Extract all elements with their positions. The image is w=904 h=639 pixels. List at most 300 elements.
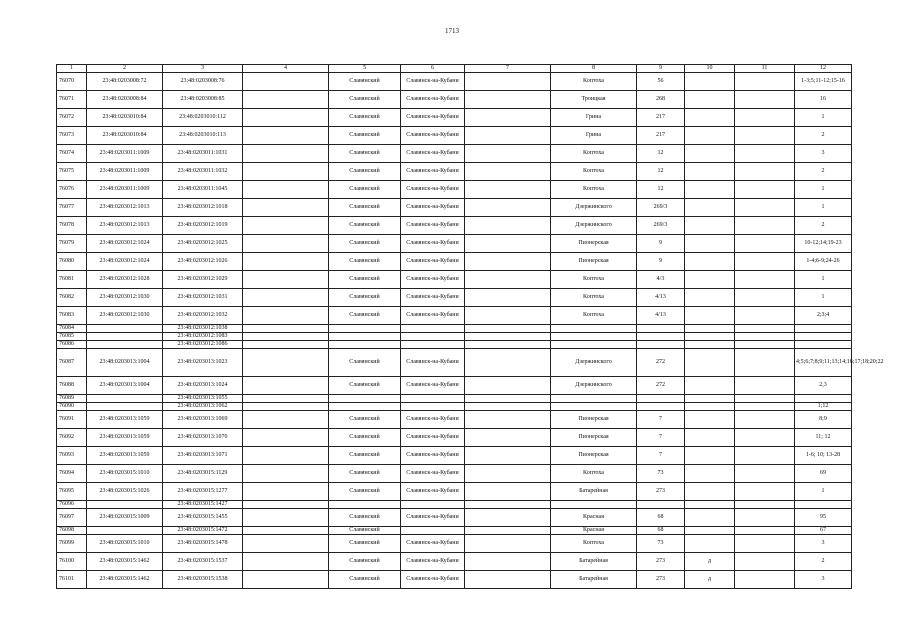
table-cell [735, 289, 795, 307]
table-cell: 23:48:0203010:112 [163, 109, 243, 127]
table-cell: д [685, 571, 735, 589]
table-row [57, 271, 852, 289]
column-header: 8 [551, 65, 637, 73]
table-cell: Пионерская [551, 411, 637, 429]
table-cell [795, 395, 852, 403]
table-cell [243, 235, 329, 253]
table-cell [735, 527, 795, 535]
table-cell: Пионерская [551, 253, 637, 271]
table-cell: 68 [637, 527, 685, 535]
table-cell [243, 307, 329, 325]
table-row [57, 109, 852, 127]
table-cell: Славянск-на-Кубани [401, 181, 465, 199]
table-cell [637, 395, 685, 403]
table-cell: 23:48:0203012:1019 [163, 217, 243, 235]
table-cell: 76088 [57, 377, 87, 395]
table-cell [465, 403, 551, 411]
table-cell: 23:48:0203013:1059 [87, 447, 163, 465]
table-cell [243, 271, 329, 289]
table-row [57, 447, 852, 465]
table-cell [243, 509, 329, 527]
table-cell: Славянск-на-Кубани [401, 307, 465, 325]
table-cell: Славянск-на-Кубани [401, 91, 465, 109]
table-cell: Троицкая [551, 91, 637, 109]
table-cell: 76080 [57, 253, 87, 271]
table-cell: 10-12;14;19-23 [795, 235, 852, 253]
table-row [57, 509, 852, 527]
table-cell: 23:48:0203015:1277 [163, 483, 243, 501]
table-cell: Славянский [329, 127, 401, 145]
table-cell: 95 [795, 509, 852, 527]
table-cell: Пионерская [551, 235, 637, 253]
table-cell: 23:48:0203015:1009 [87, 509, 163, 527]
table-cell: 23:48:0203015:1129 [163, 465, 243, 483]
table-cell [465, 199, 551, 217]
table-cell [401, 395, 465, 403]
table-cell [551, 395, 637, 403]
table-cell [735, 91, 795, 109]
table-header-row [57, 65, 852, 73]
table-cell: 217 [637, 127, 685, 145]
table-cell [243, 501, 329, 509]
table-cell: 1 [795, 109, 852, 127]
registry-table [56, 64, 884, 589]
table-cell: Славянск-на-Кубани [401, 271, 465, 289]
table-cell [735, 307, 795, 325]
table-cell: 23:48:0203010:113 [163, 127, 243, 145]
table-cell: 23:48:0203015:1010 [87, 535, 163, 553]
table-cell [685, 535, 735, 553]
table-cell [87, 501, 163, 509]
table-cell [685, 429, 735, 447]
table-cell [465, 341, 551, 349]
table-cell: 23:48:0203012:1086 [163, 341, 243, 349]
table-cell [685, 73, 735, 91]
table-cell: Славянский [329, 411, 401, 429]
table-cell [465, 509, 551, 527]
table-cell: Славянск-на-Кубани [401, 509, 465, 527]
table-cell: 1 [795, 483, 852, 501]
table-cell [795, 501, 852, 509]
table-cell: 76097 [57, 509, 87, 527]
column-header: 1 [57, 65, 87, 73]
table-row [57, 325, 852, 333]
table-cell: 23:48:0203015:1472 [163, 527, 243, 535]
table-cell: 76075 [57, 163, 87, 181]
table-cell [243, 127, 329, 145]
table-cell [685, 91, 735, 109]
table-cell: Дзержинского [551, 349, 637, 377]
table-cell [87, 395, 163, 403]
table-cell: 67 [795, 527, 852, 535]
table-cell: 269/3 [637, 199, 685, 217]
table-cell: Пионерская [551, 447, 637, 465]
table-cell: 23:48:0203013:1062 [163, 403, 243, 411]
table-cell [87, 403, 163, 411]
table-cell: 76085 [57, 333, 87, 341]
table-cell [685, 127, 735, 145]
table-cell [685, 181, 735, 199]
table-cell [735, 509, 795, 527]
table-cell: Коптоха [551, 73, 637, 91]
table-cell [87, 333, 163, 341]
table-cell: 23:48:0203013:1004 [87, 377, 163, 395]
table-cell [465, 411, 551, 429]
table-cell [465, 429, 551, 447]
table-cell: 23:48:0203012:1029 [163, 271, 243, 289]
table-cell: 68 [637, 509, 685, 527]
table-row [57, 289, 852, 307]
table-row [57, 145, 852, 163]
table-cell: 23:48:0203011:1032 [163, 163, 243, 181]
table-cell: 76099 [57, 535, 87, 553]
table-cell: Коптоха [551, 181, 637, 199]
column-header: 7 [465, 65, 551, 73]
table-cell [735, 571, 795, 589]
table-cell: 76095 [57, 483, 87, 501]
table-cell: 3 [795, 145, 852, 163]
table-cell: 23:48:0203012:1024 [87, 253, 163, 271]
table-cell [465, 253, 551, 271]
table-cell: 23:48:0203011:1009 [87, 181, 163, 199]
table-cell [465, 535, 551, 553]
table-cell: 12 [637, 181, 685, 199]
table-cell [465, 235, 551, 253]
table-cell: Славянский [329, 465, 401, 483]
table-cell [465, 325, 551, 333]
table-cell [735, 403, 795, 411]
table-row [57, 535, 852, 553]
table-cell [735, 235, 795, 253]
table-cell [551, 403, 637, 411]
table-cell [685, 403, 735, 411]
table-cell: 23:48:0203013:1059 [87, 411, 163, 429]
table-row [57, 235, 852, 253]
table-cell: 1;12 [795, 403, 852, 411]
table-cell [465, 553, 551, 571]
table-cell [243, 163, 329, 181]
table-cell: 11; 12 [795, 429, 852, 447]
table-cell [685, 109, 735, 127]
table-cell: д [685, 553, 735, 571]
table-cell: 23:48:0203008:85 [163, 91, 243, 109]
table-cell: Коптоха [551, 271, 637, 289]
table-cell [551, 333, 637, 341]
table-cell: Славянский [329, 349, 401, 377]
table-cell [735, 199, 795, 217]
table-cell [465, 271, 551, 289]
table-cell [329, 403, 401, 411]
table-cell: Коптоха [551, 465, 637, 483]
table-cell [401, 325, 465, 333]
table-cell [243, 145, 329, 163]
table-cell [735, 163, 795, 181]
table-cell: 23:48:0203012:1030 [87, 289, 163, 307]
table-cell: 69 [795, 465, 852, 483]
table-cell [465, 109, 551, 127]
table-cell [685, 509, 735, 527]
table-cell: 23:48:0203015:1462 [87, 553, 163, 571]
table-row [57, 429, 852, 447]
table-cell [551, 501, 637, 509]
table-cell: 7 [637, 411, 685, 429]
table-cell [243, 217, 329, 235]
table-cell [685, 341, 735, 349]
table-cell: 76087 [57, 349, 87, 377]
table-cell [735, 325, 795, 333]
table-cell: 273 [637, 553, 685, 571]
column-header: 12 [795, 65, 852, 73]
table-cell: 76094 [57, 465, 87, 483]
table-cell [735, 145, 795, 163]
table-cell: Дзержинского [551, 377, 637, 395]
table-cell [735, 465, 795, 483]
table-cell [685, 395, 735, 403]
table-cell [685, 199, 735, 217]
table-cell [243, 91, 329, 109]
table-cell [685, 235, 735, 253]
table-cell [243, 349, 329, 377]
table-cell: 2,3 [795, 377, 852, 395]
table-cell [243, 483, 329, 501]
table-cell [243, 571, 329, 589]
column-header: 11 [735, 65, 795, 73]
table-cell: Дзержинского [551, 199, 637, 217]
table-cell [329, 501, 401, 509]
table-cell: Славянск-на-Кубани [401, 73, 465, 91]
table-cell [465, 349, 551, 377]
table-row [57, 395, 852, 403]
table-cell: Славянский [329, 271, 401, 289]
table-row [57, 403, 852, 411]
table-cell: 4/13 [637, 289, 685, 307]
table-cell: 23:48:0203008:84 [87, 91, 163, 109]
table-cell [685, 325, 735, 333]
table-cell: 56 [637, 73, 685, 91]
table-cell: 23:48:0203012:1013 [87, 217, 163, 235]
table-cell: 23:48:0203013:1069 [163, 411, 243, 429]
table-cell: Славянск-на-Кубани [401, 145, 465, 163]
table-cell: 23:48:0203012:1031 [163, 289, 243, 307]
table-cell [735, 501, 795, 509]
table-row [57, 199, 852, 217]
table-row [57, 307, 852, 325]
table-cell [735, 253, 795, 271]
table-cell: 73 [637, 535, 685, 553]
table-cell: Славянск-на-Кубани [401, 349, 465, 377]
table-cell [685, 333, 735, 341]
table-cell [685, 271, 735, 289]
table-cell: 23:48:0203011:1031 [163, 145, 243, 163]
column-header: 10 [685, 65, 735, 73]
table-cell [685, 483, 735, 501]
table-cell: Славянск-на-Кубани [401, 377, 465, 395]
table-cell [735, 73, 795, 91]
table-cell: 23:48:0203012:1024 [87, 235, 163, 253]
table-cell [735, 553, 795, 571]
table-cell: 23:48:0203010:84 [87, 109, 163, 127]
table-cell: 2;3;4 [795, 307, 852, 325]
table-cell [735, 181, 795, 199]
table-cell [465, 73, 551, 91]
table-cell [243, 553, 329, 571]
table-cell: 8;9 [795, 411, 852, 429]
table-cell: 3 [795, 535, 852, 553]
table-cell [243, 377, 329, 395]
table-cell: Коптоха [551, 163, 637, 181]
table-cell: 1-6; 10; 13-28 [795, 447, 852, 465]
table-cell [685, 307, 735, 325]
table-cell: 76079 [57, 235, 87, 253]
table-cell [243, 181, 329, 199]
table-cell [735, 535, 795, 553]
table-row [57, 571, 852, 589]
table-cell: Славянск-на-Кубани [401, 553, 465, 571]
table-cell: Коптоха [551, 535, 637, 553]
table-cell: Славянский [329, 509, 401, 527]
table-cell: 23:48:0203013:1055 [163, 395, 243, 403]
column-header: 2 [87, 65, 163, 73]
table-cell [401, 403, 465, 411]
table-cell: 76073 [57, 127, 87, 145]
table-cell: 76083 [57, 307, 87, 325]
table-cell [735, 395, 795, 403]
table-row [57, 163, 852, 181]
table-cell: 76072 [57, 109, 87, 127]
table-cell: 1 [795, 271, 852, 289]
table-cell: 4/13 [637, 307, 685, 325]
table-cell: Славянский [329, 109, 401, 127]
table-row [57, 349, 852, 377]
table-cell [465, 91, 551, 109]
table-cell [465, 483, 551, 501]
table-cell: 217 [637, 109, 685, 127]
column-header: 3 [163, 65, 243, 73]
table-cell [637, 325, 685, 333]
table-cell: 76098 [57, 527, 87, 535]
table-row [57, 253, 852, 271]
table-cell [243, 325, 329, 333]
table-cell: 4;5;6;7;8;9;11;13;14;16;17;18;20;22 [795, 349, 852, 377]
table-cell: 76074 [57, 145, 87, 163]
table-cell [87, 527, 163, 535]
table-row [57, 333, 852, 341]
table-cell [637, 341, 685, 349]
table-cell: Красная [551, 527, 637, 535]
table-cell [685, 377, 735, 395]
table-cell [685, 501, 735, 509]
table-cell: 272 [637, 377, 685, 395]
table-cell [243, 109, 329, 127]
table-cell: 76086 [57, 341, 87, 349]
table-cell: 23:48:0203012:1018 [163, 199, 243, 217]
table-cell: 76100 [57, 553, 87, 571]
table-cell: Славянский [329, 181, 401, 199]
table-cell [243, 465, 329, 483]
table-cell [243, 447, 329, 465]
table-cell [465, 377, 551, 395]
table-cell: 2 [795, 553, 852, 571]
table-cell [465, 145, 551, 163]
table-cell: Славянск-на-Кубани [401, 127, 465, 145]
table-cell: 12 [637, 145, 685, 163]
table-cell [243, 411, 329, 429]
table-cell: Славянск-на-Кубани [401, 411, 465, 429]
table-cell: Грина [551, 127, 637, 145]
table-cell: 76091 [57, 411, 87, 429]
column-header: 9 [637, 65, 685, 73]
table-cell: Пионерская [551, 429, 637, 447]
table-row [57, 217, 852, 235]
table-cell: 76077 [57, 199, 87, 217]
table-cell: 1 [795, 199, 852, 217]
table-cell [685, 465, 735, 483]
table-cell [735, 333, 795, 341]
table-row [57, 127, 852, 145]
table-cell: 76081 [57, 271, 87, 289]
table-cell: 23:48:0203015:1538 [163, 571, 243, 589]
table-cell [465, 527, 551, 535]
table-cell: 23:48:0203011:1045 [163, 181, 243, 199]
table-cell: Батарейная [551, 553, 637, 571]
table-cell: Славянск-на-Кубани [401, 289, 465, 307]
table-cell [551, 341, 637, 349]
table-cell: Славянский [329, 235, 401, 253]
table-cell: 23:48:0203008:76 [163, 73, 243, 91]
table-cell: Славянский [329, 91, 401, 109]
table-cell: Славянск-на-Кубани [401, 483, 465, 501]
table-cell: 23:48:0203015:1427 [163, 501, 243, 509]
table-cell: 73 [637, 465, 685, 483]
table-cell: 273 [637, 483, 685, 501]
table-cell: Славянский [329, 199, 401, 217]
table-cell [735, 483, 795, 501]
table-cell [243, 73, 329, 91]
table-cell: Славянский [329, 553, 401, 571]
table-cell: 2 [795, 163, 852, 181]
table-cell: 1 [795, 181, 852, 199]
table-cell: Славянский [329, 377, 401, 395]
table-cell [329, 333, 401, 341]
table-cell: Славянск-на-Кубани [401, 535, 465, 553]
table-cell: Славянский [329, 307, 401, 325]
table-cell: 23:48:0203013:1004 [87, 349, 163, 377]
table-cell [465, 181, 551, 199]
table-cell [735, 377, 795, 395]
table-cell [465, 127, 551, 145]
table-cell: 23:48:0203013:1059 [87, 429, 163, 447]
table-cell: 76071 [57, 91, 87, 109]
table-cell [465, 333, 551, 341]
table-cell: 23:48:0203010:84 [87, 127, 163, 145]
table-cell: Славянский [329, 217, 401, 235]
table-cell [685, 527, 735, 535]
table-cell: Славянск-на-Кубани [401, 163, 465, 181]
column-header: 6 [401, 65, 465, 73]
table-cell [735, 127, 795, 145]
table-cell: Славянский [329, 483, 401, 501]
table-cell: Славянский [329, 571, 401, 589]
table-cell [551, 325, 637, 333]
table-cell: 23:48:0203015:1455 [163, 509, 243, 527]
table-cell: Коптоха [551, 289, 637, 307]
table-cell: 7 [637, 429, 685, 447]
table-row [57, 73, 852, 91]
table-row [57, 465, 852, 483]
table-cell: 76078 [57, 217, 87, 235]
table-cell [401, 527, 465, 535]
table-cell: Славянский [329, 447, 401, 465]
